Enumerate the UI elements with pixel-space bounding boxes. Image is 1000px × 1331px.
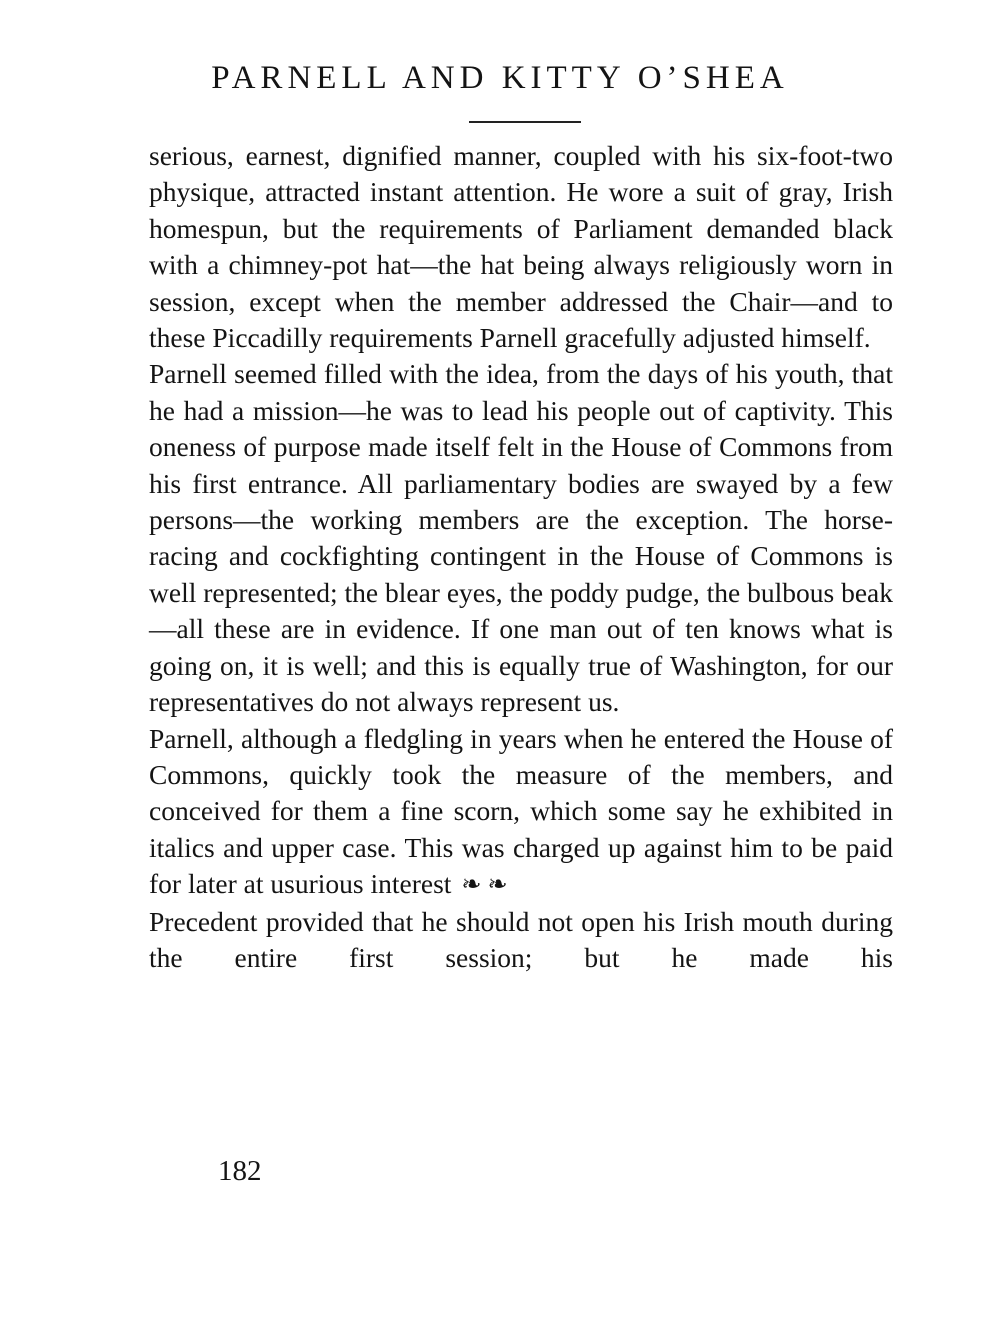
header-rule [469, 121, 581, 123]
body-text [149, 138, 893, 976]
running-head: PARNELL AND KITTY O’SHEA [211, 60, 789, 96]
page-number: 182 [218, 1155, 262, 1187]
paragraph-3 [149, 721, 893, 904]
paragraph-3-text: Parnell, although a fledgling in years when he entered the House of Commons, quickly took the measure of the members, and conceived for them a fine scorn, which some say he exhibited in italics and upper case. This was charged up against him to be paid for later at usurious interest [149, 722, 893, 900]
paragraph-2: Parnell seemed filled with the idea, from the days of his youth, that he had a mission—he was to lead his people out of captivity. This oneness of purpose made itself felt in the House of Commons from his first entrance. All parliamentary bodies are swayed by a few persons—the working members are the exception. The horse-racing and cockfighting contingent in the House of Commons is well represented; the blear eyes, the poddy pudge, the bulbous beak—all these are in evidence. If one man out of ten knows what is going on, it is well; and this is equally true of Washington, for our representatives do not always represent us. [149, 358, 893, 718]
paragraph-4: Precedent provided that he should not open his Irish mouth during the entire first session; but he made his [149, 905, 893, 973]
paragraph-1: serious, earnest, dignified manner, coupled with his six-foot-two physique, attracted instant attention. He wore a suit of gray, Irish homespun, but the requirements of Parliament demanded black with a chimney-pot hat—the hat being always religiously worn in session, except when the member addressed the Chair—and to these Piccadilly requirements Parnell gracefully adjusted himself. [149, 140, 893, 354]
leaf-ornament-icon: ❧❧ [461, 872, 514, 899]
